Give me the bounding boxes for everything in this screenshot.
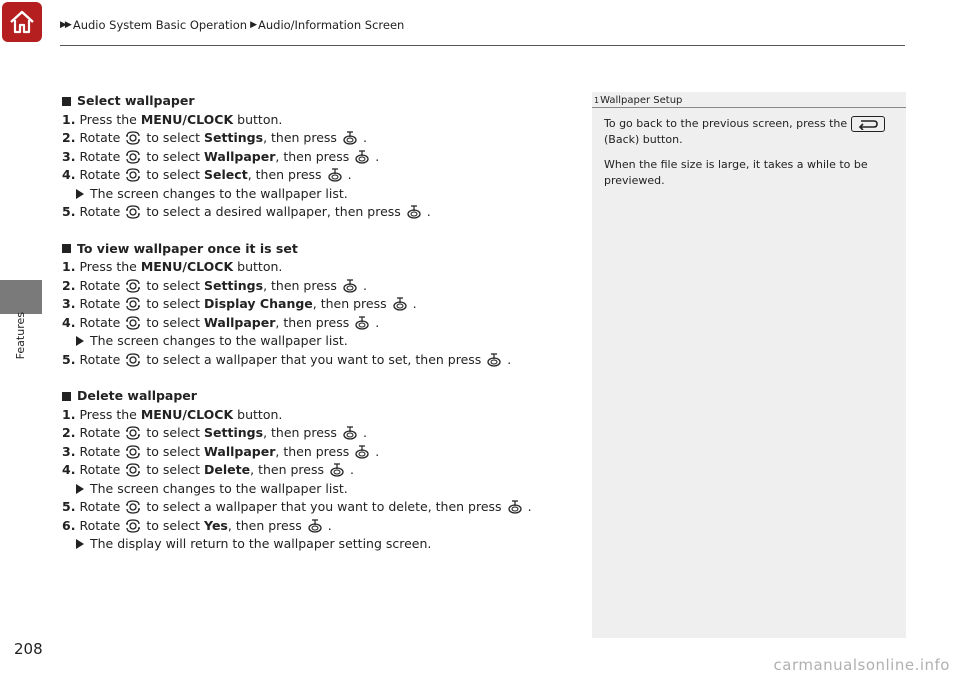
result-arrow-icon bbox=[76, 336, 84, 346]
step-text: . bbox=[362, 277, 367, 293]
step-number: 1. bbox=[62, 111, 76, 127]
step-item bbox=[62, 406, 582, 425]
step-item bbox=[62, 129, 582, 148]
step-text: . bbox=[362, 425, 367, 440]
step-item bbox=[62, 517, 582, 536]
step-target: Wallpaper bbox=[204, 443, 276, 459]
selector-knob-icon bbox=[125, 445, 141, 459]
section-title-text: To view wallpaper once it is set bbox=[77, 240, 298, 256]
step-number: 3. bbox=[62, 296, 76, 311]
step-item bbox=[62, 111, 582, 130]
step-result-text: The display will return to the wallpaper setting screen. bbox=[90, 536, 432, 551]
step-text: , then press bbox=[275, 443, 350, 459]
step-result-text: The screen changes to the wallpaper list. bbox=[90, 185, 348, 201]
step-target: Wallpaper bbox=[204, 148, 276, 164]
press-knob-icon bbox=[354, 445, 370, 459]
step-item bbox=[62, 443, 582, 462]
step-text: Rotate bbox=[79, 351, 121, 367]
step-number: 5. bbox=[62, 351, 76, 367]
step-text: to select bbox=[146, 277, 201, 293]
note-marker: 1 bbox=[594, 96, 600, 105]
back-button-icon bbox=[851, 116, 885, 132]
press-knob-icon bbox=[342, 426, 358, 440]
breadcrumb-item[interactable]: Audio System Basic Operation bbox=[72, 18, 248, 32]
result-arrow-icon bbox=[76, 484, 84, 494]
home-button[interactable] bbox=[2, 2, 42, 42]
step-text: Rotate bbox=[79, 517, 121, 533]
step-number: 4. bbox=[62, 167, 76, 182]
step-text: , then press bbox=[312, 296, 387, 311]
step-text: Rotate bbox=[79, 425, 121, 440]
note-title[interactable]: Wallpaper Setup bbox=[600, 95, 683, 106]
step-text: Rotate bbox=[79, 296, 121, 311]
step-target: MENU/CLOCK bbox=[140, 406, 234, 422]
step-item bbox=[62, 203, 582, 222]
watermark: carmanualsonline.info bbox=[773, 656, 950, 674]
step-text: to select bbox=[146, 425, 201, 440]
step-text: . bbox=[507, 351, 512, 367]
selector-knob-icon bbox=[125, 426, 141, 440]
selector-knob-icon bbox=[125, 463, 141, 477]
section-title-text: Delete wallpaper bbox=[77, 388, 197, 403]
step-text: . bbox=[362, 130, 367, 145]
procedure-section bbox=[62, 240, 582, 370]
step-text: . bbox=[412, 296, 417, 311]
step-target: Yes bbox=[204, 517, 228, 533]
note-header bbox=[592, 95, 906, 106]
step-text: . bbox=[350, 462, 354, 477]
step-text: button. bbox=[237, 406, 283, 422]
breadcrumb-arrow-icon: ▶▶ bbox=[60, 20, 70, 30]
step-text: Rotate bbox=[79, 499, 121, 514]
step-text: button. bbox=[237, 111, 283, 127]
selector-knob-icon bbox=[125, 279, 141, 293]
step-text: to select bbox=[146, 167, 201, 182]
step-text: , then press bbox=[227, 517, 302, 533]
step-item bbox=[62, 166, 582, 185]
step-item bbox=[62, 314, 582, 333]
step-target: Display Change bbox=[204, 296, 313, 311]
note-divider bbox=[592, 107, 906, 108]
step-number: 4. bbox=[62, 462, 76, 477]
step-number: 2. bbox=[62, 130, 76, 145]
press-knob-icon bbox=[354, 150, 370, 164]
step-text: . bbox=[347, 167, 352, 182]
page-number: 208 bbox=[14, 640, 43, 658]
step-number: 5. bbox=[62, 204, 76, 219]
procedure-section bbox=[62, 92, 582, 222]
step-target: Settings bbox=[204, 425, 264, 440]
bullet-square-icon bbox=[62, 392, 71, 401]
step-target: MENU/CLOCK bbox=[140, 259, 234, 274]
press-knob-icon bbox=[486, 353, 502, 367]
note-panel bbox=[592, 92, 906, 638]
step-text: to select bbox=[146, 517, 201, 533]
step-text: to select a desired wallpaper, then press bbox=[146, 204, 401, 219]
press-knob-icon bbox=[329, 463, 345, 477]
breadcrumb-item[interactable]: Audio/Information Screen bbox=[257, 18, 405, 32]
step-text: Rotate bbox=[79, 314, 121, 330]
section-title-text: Select wallpaper bbox=[77, 93, 195, 108]
section-title bbox=[62, 92, 582, 111]
step-number: 6. bbox=[62, 517, 76, 533]
press-knob-icon bbox=[342, 279, 358, 293]
step-number: 1. bbox=[62, 259, 76, 274]
step-target: Wallpaper bbox=[204, 314, 276, 330]
selector-knob-icon bbox=[125, 297, 141, 311]
step-text: , then press bbox=[247, 167, 322, 182]
result-arrow-icon bbox=[76, 189, 84, 199]
note-body bbox=[604, 116, 894, 198]
step-item bbox=[62, 461, 582, 480]
step-text: . bbox=[426, 204, 431, 219]
step-number: 3. bbox=[62, 443, 76, 459]
step-text: , then press bbox=[263, 425, 337, 440]
step-result bbox=[62, 332, 582, 351]
step-item bbox=[62, 148, 582, 167]
step-text: . bbox=[327, 517, 332, 533]
step-text: , then press bbox=[250, 462, 324, 477]
step-text: Press the bbox=[79, 111, 137, 127]
step-text: Rotate bbox=[79, 443, 121, 459]
step-text: , then press bbox=[275, 314, 350, 330]
step-text: Rotate bbox=[79, 277, 121, 293]
step-result bbox=[62, 185, 582, 204]
step-text: button. bbox=[237, 259, 283, 274]
step-target: Select bbox=[204, 167, 248, 182]
step-text: Press the bbox=[79, 259, 137, 274]
step-number: 4. bbox=[62, 314, 76, 330]
step-text: to select bbox=[146, 296, 201, 311]
step-text: to select bbox=[146, 443, 201, 459]
note-paragraph: When the file size is large, it takes a while to be previewed. bbox=[604, 158, 868, 187]
press-knob-icon bbox=[507, 500, 523, 514]
note-paragraph bbox=[604, 116, 894, 148]
press-knob-icon bbox=[406, 205, 422, 219]
selector-knob-icon bbox=[125, 519, 141, 533]
selector-knob-icon bbox=[125, 500, 141, 514]
header-divider bbox=[60, 45, 905, 46]
selector-knob-icon bbox=[125, 316, 141, 330]
step-text: , then press bbox=[263, 277, 337, 293]
step-result-text: The screen changes to the wallpaper list. bbox=[90, 333, 348, 348]
step-text: Rotate bbox=[79, 130, 121, 145]
step-text: , then press bbox=[263, 130, 337, 145]
section-title bbox=[62, 387, 582, 406]
selector-knob-icon bbox=[125, 131, 141, 145]
selector-knob-icon bbox=[125, 150, 141, 164]
step-item bbox=[62, 277, 582, 296]
note-text: To go back to the previous screen, press the bbox=[604, 117, 848, 130]
step-number: 2. bbox=[62, 425, 76, 440]
selector-knob-icon bbox=[125, 205, 141, 219]
step-item bbox=[62, 258, 582, 277]
selector-knob-icon bbox=[125, 353, 141, 367]
step-target: Settings bbox=[204, 277, 264, 293]
step-text: Press the bbox=[79, 406, 137, 422]
section-title bbox=[62, 240, 582, 259]
step-text: . bbox=[375, 443, 380, 459]
chapter-tab[interactable] bbox=[0, 280, 42, 314]
step-text: . bbox=[375, 314, 380, 330]
step-text: Rotate bbox=[79, 167, 121, 182]
step-text: . bbox=[375, 148, 380, 164]
press-knob-icon bbox=[327, 168, 343, 182]
procedure-section bbox=[62, 387, 582, 554]
step-item bbox=[62, 295, 582, 314]
result-arrow-icon bbox=[76, 539, 84, 549]
step-target: Delete bbox=[204, 462, 251, 477]
selector-knob-icon bbox=[125, 168, 141, 182]
note-text: (Back) button. bbox=[604, 133, 683, 146]
step-item bbox=[62, 351, 582, 370]
step-result bbox=[62, 480, 582, 499]
step-target: Settings bbox=[204, 130, 264, 145]
main-content bbox=[62, 92, 582, 572]
press-knob-icon bbox=[307, 519, 323, 533]
breadcrumb-arrow-icon: ▶ bbox=[250, 20, 255, 30]
step-number: 5. bbox=[62, 499, 76, 514]
press-knob-icon bbox=[354, 316, 370, 330]
bullet-square-icon bbox=[62, 244, 71, 253]
step-number: 1. bbox=[62, 406, 76, 422]
press-knob-icon bbox=[342, 131, 358, 145]
bullet-square-icon bbox=[62, 97, 71, 106]
step-text: to select bbox=[146, 314, 201, 330]
step-result-text: The screen changes to the wallpaper list. bbox=[90, 480, 348, 496]
step-item bbox=[62, 498, 582, 517]
step-text: Rotate bbox=[79, 204, 121, 219]
step-text: Rotate bbox=[79, 148, 121, 164]
chapter-label: Features bbox=[14, 312, 27, 360]
home-icon bbox=[7, 7, 37, 37]
step-text: Rotate bbox=[79, 462, 121, 477]
step-result bbox=[62, 535, 582, 554]
step-text: to select a wallpaper that you want to set, then press bbox=[146, 351, 482, 367]
step-text: , then press bbox=[275, 148, 350, 164]
press-knob-icon bbox=[392, 297, 408, 311]
step-target: MENU/CLOCK bbox=[140, 111, 234, 127]
breadcrumb bbox=[60, 18, 404, 32]
step-text: to select a wallpaper that you want to delete, then press bbox=[146, 499, 502, 514]
step-number: 2. bbox=[62, 277, 76, 293]
step-number: 3. bbox=[62, 148, 76, 164]
step-item bbox=[62, 424, 582, 443]
step-text: to select bbox=[146, 130, 201, 145]
step-text: . bbox=[527, 499, 532, 514]
step-text: to select bbox=[146, 148, 201, 164]
step-text: to select bbox=[146, 462, 201, 477]
